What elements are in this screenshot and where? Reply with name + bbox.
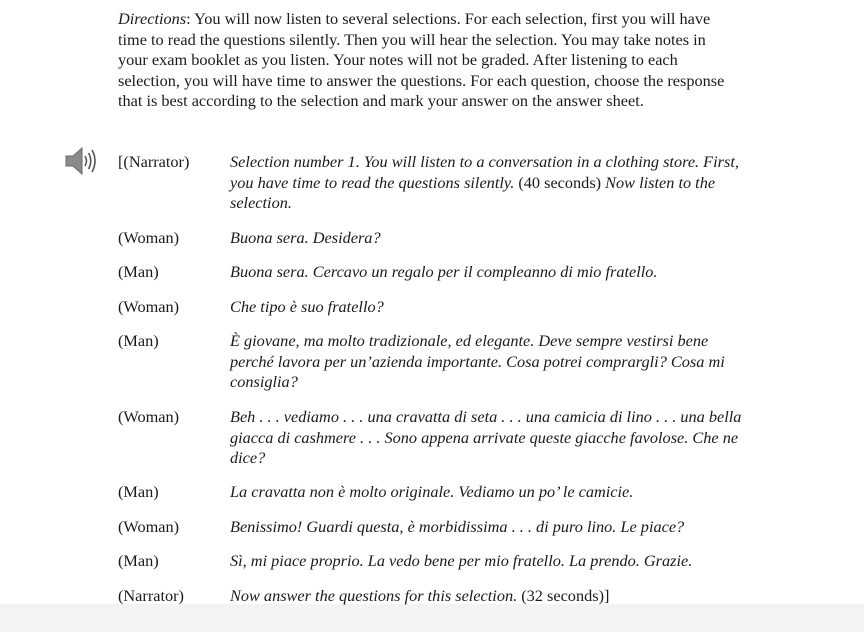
dialogue-line: Beh . . . vediamo . . . una cravatta di seta . . . una camicia di lino . . . una bella giacca di cashmere . . . Sono appena arrivate queste giacche favolose. Che ne dice? [230, 407, 742, 468]
time-note: (32 seconds)] [521, 586, 610, 605]
dialogue-line: Che tipo è suo fratello? [230, 297, 384, 316]
dialogue-line: La cravatta non è molto originale. Vediamo un po’ le camicie. [230, 482, 634, 501]
directions-lead: Directions [118, 9, 187, 28]
dialogue-line: È giovane, ma molto tradizionale, ed elegante. Deve sempre vestirsi bene perché lavora per un’azienda importante. Cosa potrei comprargli? Cosa mi consiglia? [230, 331, 725, 392]
directions-paragraph [118, 9, 728, 112]
dialogue-line: Buona sera. Cercavo un regalo per il compleanno di mio fratello. [230, 262, 658, 281]
speaker-label: (Man) [118, 482, 159, 501]
speaker-label: (Woman) [118, 407, 180, 426]
speaker-label: (Man) [118, 331, 159, 350]
dialogue-line: Benissimo! Guardi questa, è morbidissima . . . di puro lino. Le piace? [230, 517, 685, 536]
speaker-label: (Woman) [118, 517, 180, 536]
speaker-label: (Man) [118, 262, 159, 281]
speaker-label: (Narrator) [118, 586, 184, 605]
dialogue-line [230, 586, 750, 607]
directions-text: : You will now listen to several selections. For each selection, first you will have time to read the questions silently. Then you will hear the selection. You may take notes in your exam booklet as you listen. Your notes will not be graded. After listening to each selection, you will have time to answer the questions. For each question, choose the response that is best according to the selection and mark your answer on the answer sheet. [118, 9, 725, 111]
dialogue-line: Sì, mi piace proprio. La vedo bene per mio fratello. La prendo. Grazie. [230, 551, 693, 570]
speaker-label: (Woman) [118, 228, 180, 247]
time-note: (40 seconds) [518, 172, 602, 192]
line-text: Now answer the questions for this selection. [230, 586, 522, 605]
page-bottom-band [0, 604, 864, 632]
speaker-label: (Woman) [118, 297, 180, 316]
dialogue-line [230, 152, 750, 214]
speaker-label: (Man) [118, 551, 159, 570]
speaker-label: [(Narrator) [118, 152, 190, 171]
speaker-sound-icon[interactable] [64, 146, 98, 176]
line-text: Selection number 1. You will listen to a conversation in a clothing store. First, you have time to read the questions silently. [230, 152, 739, 192]
dialogue-line: Buona sera. Desidera? [230, 228, 381, 247]
line-text-after: Now listen to the selection. [230, 172, 716, 213]
